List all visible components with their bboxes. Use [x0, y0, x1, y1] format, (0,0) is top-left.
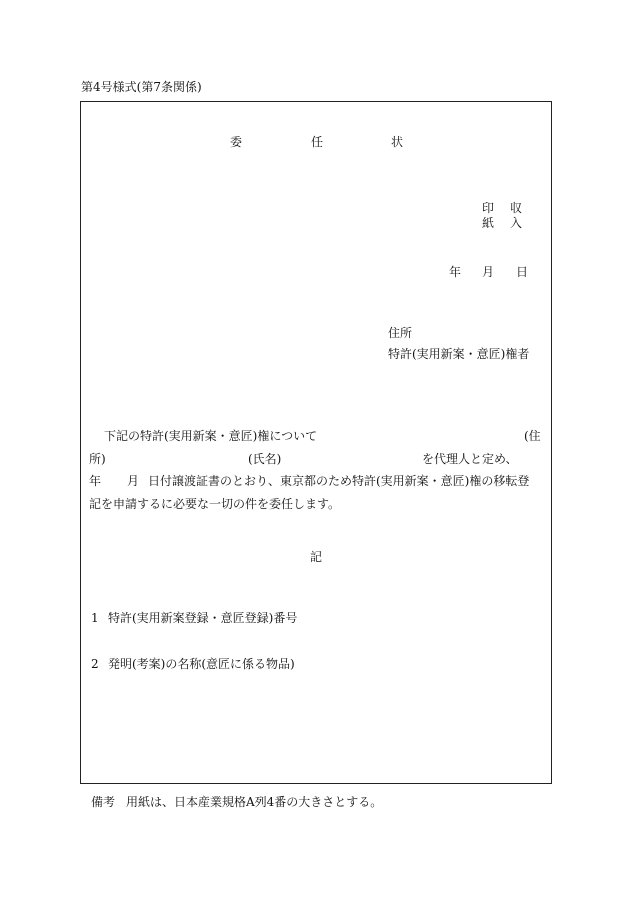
address-label: 住所	[388, 326, 413, 340]
body-line-1: 下記の特許(実用新案・意匠)権について	[104, 429, 318, 443]
body-line-3-year: 年	[89, 474, 102, 488]
body-line-2-name: (氏名)	[248, 452, 282, 466]
title-char-1: 委	[230, 135, 243, 149]
stamp-char-1: 印	[482, 201, 495, 215]
stamp-char-2: 収	[510, 201, 523, 215]
date-year: 年	[449, 265, 462, 279]
ki-heading: 記	[310, 550, 323, 564]
form-number: 第4号様式(第7条関係)	[81, 80, 202, 94]
item-1-number: 1	[91, 611, 99, 625]
body-line-3-month: 月	[127, 474, 140, 488]
title-char-3: 状	[391, 135, 404, 149]
body-line-1-end: (住	[524, 429, 541, 443]
note-text: 用紙は、日本産業規格A列4番の大きさとする。	[126, 795, 383, 809]
date-day: 日	[516, 265, 529, 279]
stamp-char-3: 紙	[482, 216, 495, 230]
note-label: 備考	[91, 795, 116, 809]
item-2-text: 発明(考案)の名称(意匠に係る物品)	[108, 657, 295, 671]
holder-label: 特許(実用新案・意匠)権者	[388, 347, 530, 361]
stamp-char-4: 入	[510, 216, 523, 230]
item-2-number: 2	[91, 657, 99, 671]
body-line-4: 記を申請するに必要な一切の件を委任します。	[89, 497, 341, 511]
item-1-text: 特許(実用新案登録・意匠登録)番号	[108, 611, 298, 625]
title-char-2: 任	[311, 135, 324, 149]
date-month: 月	[482, 265, 495, 279]
body-line-2-a: 所)	[89, 452, 106, 466]
body-line-3-text: 日付譲渡証書のとおり、東京都のため特許(実用新案・意匠)権の移転登	[148, 474, 530, 488]
body-line-2-c: を代理人と定め、	[422, 452, 518, 466]
